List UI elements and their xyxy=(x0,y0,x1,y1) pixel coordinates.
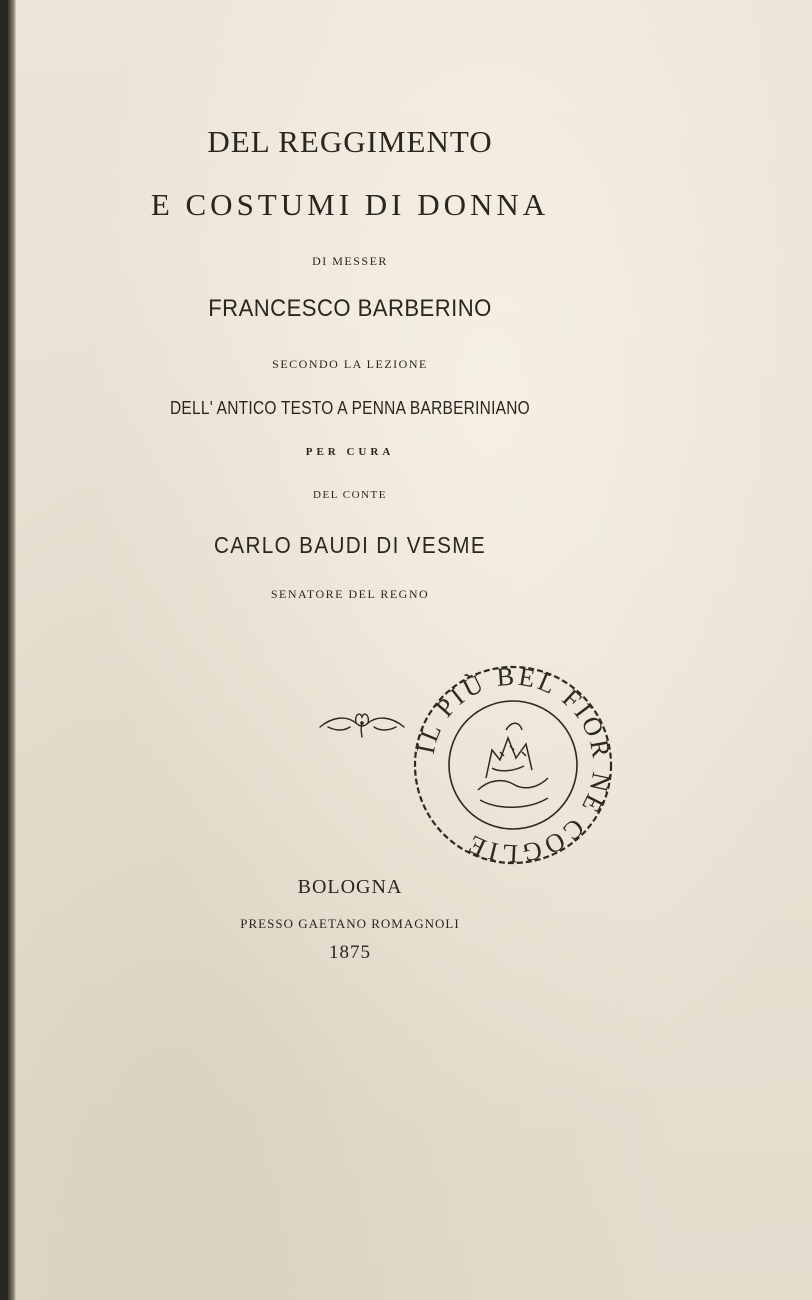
editor-name: CARLO BAUDI DI VESME xyxy=(213,532,486,558)
editor-prefix-2: DEL CONTE xyxy=(313,489,387,501)
fleuron-ornament-icon xyxy=(316,707,408,739)
title-line-2: E COSTUMI DI DONNA xyxy=(150,187,550,222)
publisher: PRESSO GAETANO ROMAGNOLI xyxy=(240,916,460,931)
editor-title: SENATORE DEL REGNO xyxy=(270,587,430,601)
author-name: FRANCESCO BARBERINO xyxy=(208,295,492,322)
library-stamp xyxy=(408,660,618,870)
edition-line-1: SECONDO LA LEZIONE xyxy=(272,357,428,371)
stamp-inscription: IL PIÙ BEL FIOR NE COGLIE xyxy=(410,661,617,869)
publication-year: 1875 xyxy=(329,942,371,963)
title-line-1: DEL REGGIMENTO xyxy=(207,124,493,159)
stamp-emblem-icon xyxy=(478,723,548,807)
edition-line-2: DELL' ANTICO TESTO A PENNA BARBERINIANO xyxy=(169,398,530,418)
title-page xyxy=(8,0,812,1300)
editor-prefix-1: PER CURA xyxy=(305,446,395,458)
author-prefix: DI MESSER xyxy=(312,254,388,268)
publication-place: BOLOGNA xyxy=(297,876,403,898)
